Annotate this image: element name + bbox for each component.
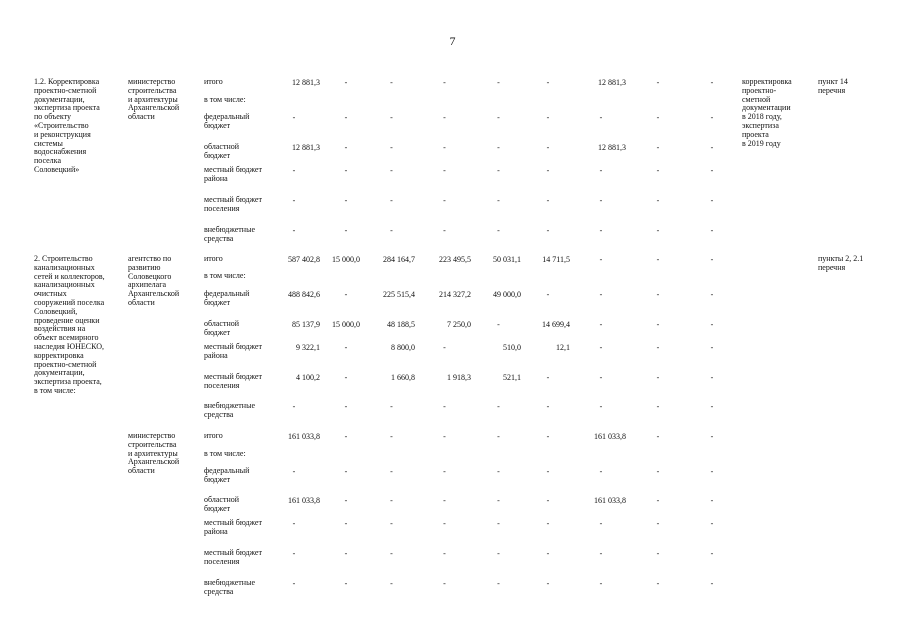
funding-value: - [546,143,550,152]
funding-source [204,196,262,214]
funding-value: - [443,143,446,152]
responsible-executor-line: области [128,466,155,476]
funding-value: - [497,113,500,122]
funding-value: 12,1 [556,343,570,352]
measure-name-line: экспертиза проекта [34,103,100,113]
funding-source [204,450,246,459]
measure-name-line: «Строительство [34,120,89,130]
funding-value: - [710,78,714,87]
measure-name-line: Соловецкий, [34,306,78,316]
funding-value: 510,0 [503,343,521,352]
responsible-executor-line: развитию [128,262,161,272]
measure-name-line: канализационных [34,280,95,290]
funding-value: - [292,196,296,205]
funding-value: - [344,519,348,528]
measure-name-line: документации, [34,368,85,378]
funding-value: - [599,579,603,588]
funding-source [204,226,255,244]
page-number: 7 [449,34,456,48]
funding-value: - [656,113,660,122]
funding-value: - [599,402,603,411]
funding-value: - [710,166,714,175]
funding-value: - [497,226,500,235]
funding-value: - [344,78,348,87]
responsible-executor [128,78,179,122]
funding-source-line: внебюджетные [204,225,255,234]
funding-value: - [546,402,550,411]
funding-value: - [656,519,660,528]
funding-value: - [599,320,603,329]
funding-value: - [546,432,550,441]
expected-result-line: в 2018 году, [742,112,782,122]
funding-value: 161 033,8 [594,432,626,441]
expected-result-line: проектно- [742,85,777,95]
funding-source [204,320,239,338]
measure-name-line: в том числе: [34,385,76,395]
funding-value: - [546,78,550,87]
responsible-executor-line: строительства [128,439,177,449]
funding-source-line: местный бюджет [204,518,262,527]
funding-source-line: внебюджетные [204,578,255,587]
funding-value: - [344,196,348,205]
program-link-line: перечня [818,85,846,95]
funding-value: - [390,467,393,476]
funding-value: - [443,166,446,175]
funding-value: - [656,320,660,329]
funding-value: 49 000,0 [493,290,521,299]
funding-source [204,402,255,420]
funding-value: - [443,579,446,588]
funding-value: - [344,432,348,441]
funding-value: - [546,549,550,558]
measure-name-line: наследия ЮНЕСКО, [34,341,104,351]
funding-value: 12 881,3 [292,78,320,87]
responsible-executor-line: и архитектуры [128,94,178,104]
funding-value: 161 033,8 [288,496,320,505]
funding-value: - [710,113,714,122]
funding-value: 15 000,0 [332,320,360,329]
funding-value: - [344,496,348,505]
funding-value: - [443,78,446,87]
funding-source-line: средства [204,233,234,243]
funding-source-line: средства [204,586,234,596]
funding-value: - [546,496,550,505]
funding-source-line: внебюджетные [204,401,255,410]
measure-name-line: воздействия на [34,324,86,334]
funding-value: - [599,255,603,264]
measure-name-line: проектно-сметной [34,359,97,369]
responsible-executor-line: Соловецкого [128,271,172,281]
funding-value: - [599,519,603,528]
funding-value: 85 137,9 [292,320,320,329]
funding-value: - [443,196,446,205]
funding-value: 50 031,1 [493,255,521,264]
funding-value: - [390,78,393,87]
responsible-executor-line: области [128,112,155,122]
funding-source [204,255,223,264]
responsible-executor-line: министерство [128,431,176,440]
measure-name-line: и реконструкция [34,129,91,139]
funding-source-line: федеральный [204,112,250,121]
funding-value: - [656,579,660,588]
funding-value: - [710,226,714,235]
measure-name-line: 2. Строительство [34,254,93,263]
funding-source [204,549,262,567]
measure-name-line: проведение оценки [34,315,100,325]
funding-value: - [656,255,660,264]
funding-source-line: района [204,173,228,183]
funding-value: - [443,113,446,122]
measure-name-line: системы [34,138,63,148]
funding-value: - [710,320,714,329]
funding-source-line: федеральный [204,289,250,298]
funding-value: - [599,166,603,175]
funding-value: - [390,496,393,505]
funding-value: - [599,373,603,382]
funding-source-line: бюджет [204,150,231,160]
funding-value: - [599,226,603,235]
funding-value: - [344,579,348,588]
funding-value: - [599,113,603,122]
funding-value: - [656,78,660,87]
funding-value: - [344,166,348,175]
funding-value: - [390,196,393,205]
funding-source-line: поселения [204,203,240,213]
funding-source-line: местный бюджет [204,165,262,174]
program-link [818,78,848,96]
responsible-executor-line: агентство по [128,254,172,263]
funding-value: - [599,196,603,205]
funding-value: 9 322,1 [296,343,320,352]
funding-value: - [390,549,393,558]
funding-source-line: в том числе: [204,271,246,280]
responsible-executor-line: архипелага [128,280,167,290]
funding-value: 15 000,0 [332,255,360,264]
funding-value: - [390,166,393,175]
funding-source-line: в том числе: [204,95,246,104]
funding-value: - [443,519,446,528]
funding-value: - [656,290,660,299]
funding-source [204,272,246,281]
funding-value: 8 800,0 [391,343,415,352]
funding-source [204,496,239,514]
funding-value: - [344,290,348,299]
responsible-executor-line: и архитектуры [128,448,178,458]
funding-value: - [390,402,393,411]
funding-value: 1 660,8 [391,373,415,382]
funding-value: 7 250,0 [447,320,471,329]
funding-source-line: района [204,526,228,536]
program-link-line: пункты 2, 2.1 [818,254,864,263]
funding-value: - [497,166,500,175]
program-link-line: перечня [818,262,846,272]
funding-source-line: итого [204,431,223,440]
measure-name-line: по объекту [34,112,72,122]
funding-source-line: федеральный [204,466,250,475]
funding-value: - [292,226,296,235]
funding-value: - [656,373,660,382]
funding-value: - [344,402,348,411]
measure-name-line: документации, [34,94,85,104]
funding-value: - [656,549,660,558]
funding-source [204,343,262,361]
funding-value: - [546,113,550,122]
funding-value: - [546,579,550,588]
funding-value: - [710,196,714,205]
funding-value: - [710,549,714,558]
funding-source-line: местный бюджет [204,372,262,381]
funding-value: - [344,113,348,122]
funding-value: - [656,496,660,505]
funding-value: - [497,579,500,588]
responsible-executor-line: Архангельской [128,103,180,113]
funding-value: - [344,373,348,382]
funding-value: - [443,549,446,558]
funding-source-line: местный бюджет [204,548,262,557]
measure-name-line: сетей и коллекторов, [34,271,105,281]
funding-value: - [390,579,393,588]
funding-value: - [292,402,296,411]
funding-value: - [292,166,296,175]
measure-name-line: объект всемирного [34,333,99,343]
funding-source-line: поселения [204,556,240,566]
funding-value: 161 033,8 [594,496,626,505]
funding-value: - [710,432,714,441]
funding-source [204,143,239,161]
funding-value: - [710,143,714,152]
funding-value: - [344,143,348,152]
funding-value: - [497,196,500,205]
funding-value: - [710,519,714,528]
measure-name [34,78,100,175]
funding-value: - [546,226,550,235]
funding-source-line: областной [204,495,240,504]
funding-value: - [390,113,393,122]
funding-source [204,113,249,131]
funding-value: 225 515,4 [383,290,415,299]
funding-value: - [443,343,446,352]
funding-source [204,579,255,597]
funding-source-line: итого [204,254,223,263]
funding-source-line: бюджет [204,297,231,307]
expected-result-line: проекта [742,129,769,139]
funding-value: 12 881,3 [598,78,626,87]
funding-value: 161 033,8 [288,432,320,441]
measure-name [34,255,105,396]
funding-value: - [656,196,660,205]
funding-source-line: бюджет [204,474,231,484]
funding-value: - [497,467,500,476]
funding-value: - [656,226,660,235]
funding-source-line: бюджет [204,327,231,337]
funding-value: - [497,519,500,528]
funding-value: - [344,343,348,352]
funding-value: - [546,373,550,382]
funding-value: - [710,496,714,505]
funding-value: - [292,467,296,476]
funding-value: - [546,196,550,205]
funding-value: 4 100,2 [296,373,320,382]
funding-value: - [656,402,660,411]
funding-source [204,432,223,441]
funding-value: 587 402,8 [288,255,320,264]
funding-source-line: района [204,350,228,360]
funding-value: - [497,496,500,505]
program-link [818,255,863,273]
funding-value: - [710,579,714,588]
measure-name-line: водоснабжения [34,147,87,157]
funding-value: - [497,402,500,411]
funding-value: - [546,519,550,528]
funding-value: - [546,166,550,175]
measure-name-line: очистных [34,289,67,299]
funding-source-line: местный бюджет [204,195,262,204]
responsible-executor-line: области [128,297,155,307]
funding-value: 223 495,5 [439,255,471,264]
funding-value: - [344,226,348,235]
funding-value: 214 327,2 [439,290,471,299]
funding-source [204,166,262,184]
measure-name-line: поселка [34,156,61,166]
funding-value: - [443,226,446,235]
funding-value: - [710,373,714,382]
measure-name-line: канализационных [34,262,95,272]
funding-value: - [599,467,603,476]
funding-source-line: местный бюджет [204,342,262,351]
funding-value: - [710,255,714,264]
funding-value: - [390,226,393,235]
funding-source-line: итого [204,77,223,86]
funding-value: - [546,290,550,299]
funding-value: 48 188,5 [387,320,415,329]
expected-result [742,78,792,148]
funding-value: - [710,343,714,352]
funding-value: - [390,143,393,152]
funding-value: 284 164,7 [383,255,415,264]
funding-value: - [497,78,500,87]
funding-value: - [344,549,348,558]
funding-value: - [497,320,500,329]
measure-name-line: 1.2. Корректировка [34,77,100,86]
funding-value: - [656,343,660,352]
responsible-executor [128,432,179,476]
funding-value: - [656,467,660,476]
funding-value: - [292,113,296,122]
funding-value: - [710,402,714,411]
expected-result-line: корректировка [742,77,792,86]
funding-value: 488 842,6 [288,290,320,299]
funding-value: - [546,467,550,476]
expected-result-line: в 2019 году [742,138,781,148]
funding-value: - [443,467,446,476]
funding-source-line: бюджет [204,120,231,130]
funding-value: - [292,549,296,558]
funding-source-line: областной [204,319,240,328]
funding-value: - [390,519,393,528]
responsible-executor-line: строительства [128,85,177,95]
funding-value: - [656,143,660,152]
funding-source [204,373,262,391]
measure-name-line: Соловецкий» [34,164,80,174]
funding-value: - [497,549,500,558]
funding-value: - [497,143,500,152]
measure-name-line: проектно-сметной [34,85,97,95]
expected-result-line: документации [742,103,791,113]
expected-result-line: сметной [742,94,771,104]
funding-value: 14 699,4 [542,320,570,329]
responsible-executor-line: Архангельской [128,289,180,299]
funding-value: - [656,432,660,441]
funding-value: - [599,549,603,558]
funding-value: - [443,432,446,441]
funding-source [204,467,249,485]
funding-value: 1 918,3 [447,373,471,382]
funding-value: - [710,290,714,299]
funding-value: - [599,343,603,352]
measure-name-line: сооружений поселка [34,297,105,307]
funding-value: - [292,579,296,588]
funding-value: - [292,519,296,528]
funding-value: - [443,496,446,505]
funding-source-line: в том числе: [204,449,246,458]
funding-value: 12 881,3 [598,143,626,152]
funding-value: - [443,402,446,411]
program-link-line: пункт 14 [818,77,848,86]
funding-value: 12 881,3 [292,143,320,152]
funding-source-line: средства [204,409,234,419]
funding-source-line: бюджет [204,503,231,513]
responsible-executor [128,255,179,308]
funding-source [204,78,223,87]
responsible-executor-line: министерство [128,77,176,86]
responsible-executor-line: Архангельской [128,457,180,467]
expected-result-line: экспертиза [742,120,779,130]
measure-name-line: корректировка [34,350,84,360]
funding-value: - [710,467,714,476]
funding-source [204,290,249,308]
funding-source [204,519,262,537]
funding-source-line: областной [204,142,240,151]
funding-source [204,96,246,105]
funding-value: - [497,432,500,441]
funding-value: - [344,467,348,476]
funding-source-line: поселения [204,380,240,390]
measure-name-line: экспертиза проекта, [34,377,102,387]
funding-value: - [599,290,603,299]
funding-value: 14 711,5 [542,255,570,264]
funding-value: 521,1 [503,373,521,382]
funding-value: - [390,432,393,441]
funding-value: - [656,166,660,175]
